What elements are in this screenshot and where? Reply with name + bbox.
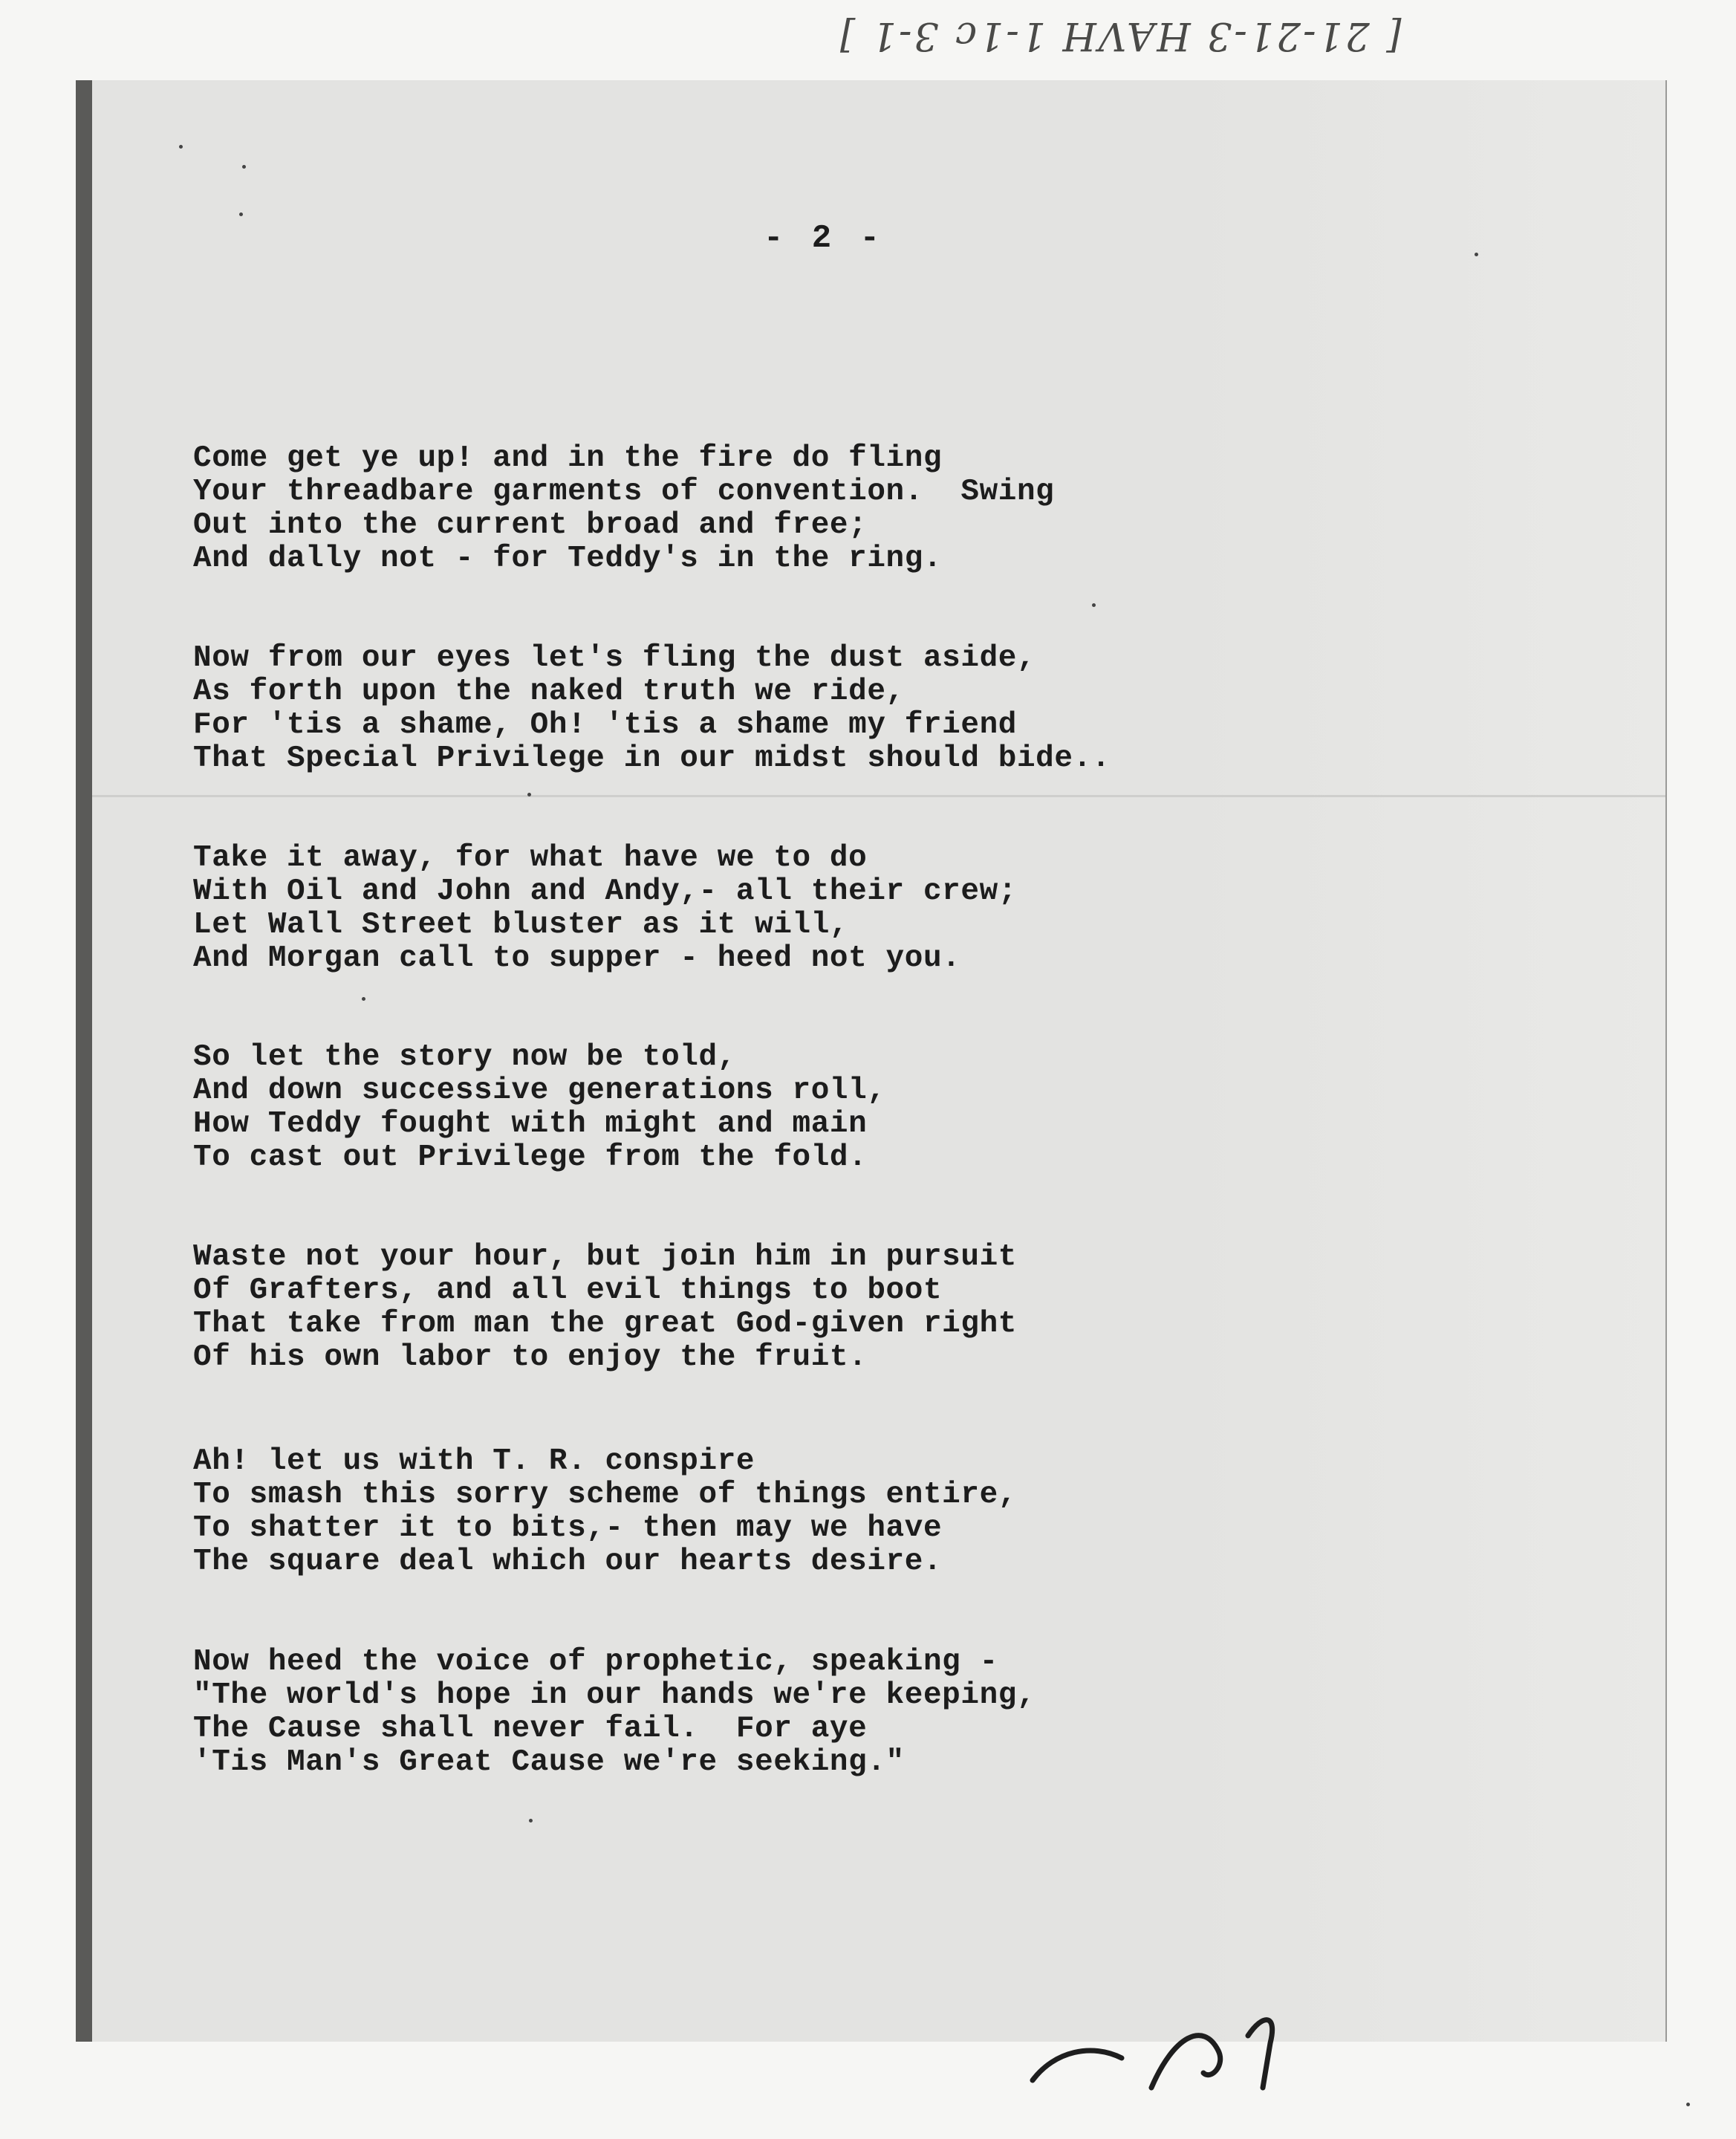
- page-fold-crease: [92, 795, 1665, 797]
- poem-line: Take it away, for what have we to do: [193, 841, 868, 875]
- archive-handwritten-marking: [ 21-21-3 HAVH 1-1c 3-1 ]: [838, 13, 1402, 58]
- ink-speck: [242, 165, 246, 169]
- poem-line: And Morgan call to supper - heed not you.: [193, 941, 961, 976]
- poem-line: The Cause shall never fail. For aye: [193, 1712, 868, 1746]
- stanza-5: [193, 1241, 1017, 1374]
- poem-line: Now heed the voice of prophetic, speaking -: [193, 1645, 998, 1679]
- ink-speck: [527, 793, 531, 796]
- poem-line: As forth upon the naked truth we ride,: [193, 675, 905, 709]
- poem-line: And dally not - for Teddy's in the ring.: [193, 542, 943, 576]
- page-shading: [1190, 80, 1665, 2042]
- poem-line: To smash this sorry scheme of things entire,: [193, 1478, 1017, 1512]
- ink-speck: [1475, 253, 1478, 256]
- poem-line: How Teddy fought with might and main: [193, 1107, 868, 1141]
- stanza-4: [193, 1041, 886, 1175]
- ink-speck: [239, 212, 243, 216]
- page-number: - 2 -: [764, 220, 885, 257]
- poem-line: 'Tis Man's Great Cause we're seeking.": [193, 1745, 905, 1779]
- poem-line: For 'tis a shame, Oh! 'tis a shame my friend: [193, 708, 1017, 742]
- poem-line: Your threadbare garments of convention. Swing: [193, 475, 1055, 509]
- poem-line: That take from man the great God-given right: [193, 1307, 1017, 1341]
- poem-line: And down successive generations roll,: [193, 1074, 886, 1108]
- stanza-3: [193, 842, 1017, 976]
- ink-speck: [179, 145, 183, 149]
- poem-line: The square deal which our hearts desire.: [193, 1545, 943, 1579]
- poem-line: To cast out Privilege from the fold.: [193, 1140, 868, 1175]
- ink-speck: [362, 997, 365, 1001]
- bottom-handwritten-scrawl: [1025, 2006, 1367, 2095]
- poem-line: Come get ye up! and in the fire do fling: [193, 441, 943, 475]
- poem-line: Ah! let us with T. R. conspire: [193, 1444, 755, 1479]
- stanza-6: [193, 1445, 1017, 1579]
- stanza-1: [193, 442, 1054, 576]
- poem-line: With Oil and John and Andy,- all their crew;: [193, 874, 1017, 909]
- ink-speck: [529, 1819, 533, 1822]
- poem-line: Let Wall Street bluster as it will,: [193, 908, 849, 942]
- ink-speck: [1092, 603, 1096, 607]
- poem-line: Out into the current broad and free;: [193, 508, 868, 542]
- poem-line: Of his own labor to enjoy the fruit.: [193, 1340, 868, 1374]
- ink-speck: [1686, 2103, 1690, 2106]
- stanza-2: [193, 642, 1111, 776]
- stanza-7: [193, 1646, 1036, 1779]
- poem-line: So let the story now be told,: [193, 1040, 736, 1074]
- poem-line: Waste not your hour, but join him in pursuit: [193, 1240, 1017, 1274]
- poem-line: Of Grafters, and all evil things to boot: [193, 1273, 943, 1308]
- poem-line: That Special Privilege in our midst should bide..: [193, 741, 1111, 776]
- poem-line: To shatter it to bits,- then may we have: [193, 1511, 943, 1545]
- poem-line: Now from our eyes let's fling the dust aside,: [193, 641, 1036, 675]
- poem-line: "The world's hope in our hands we're keeping,: [193, 1678, 1036, 1713]
